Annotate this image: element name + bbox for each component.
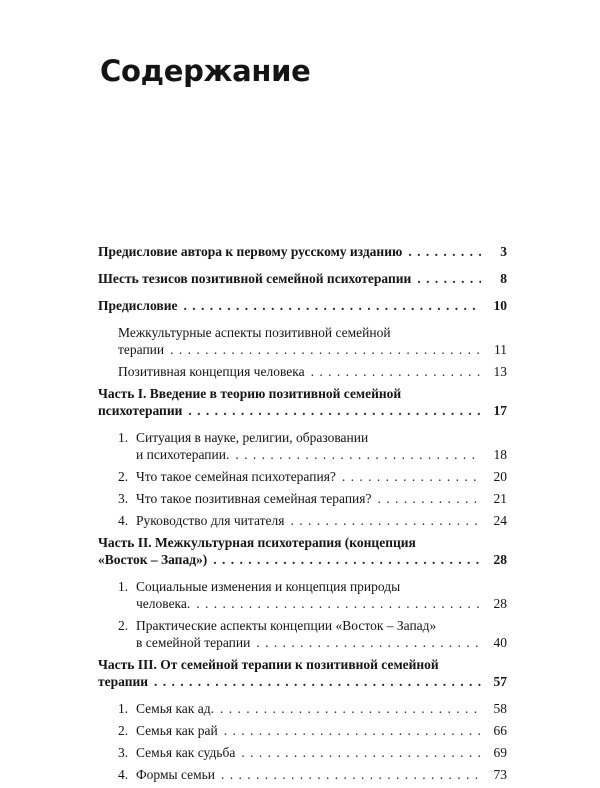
toc-entry-label: Семья как судьба (136, 745, 236, 760)
toc-line (118, 617, 507, 634)
toc-entry (98, 385, 507, 419)
toc-entry (98, 243, 507, 260)
page-number: 18 (493, 447, 507, 462)
page-number: 24 (493, 513, 507, 528)
page-number: 3 (500, 244, 507, 259)
toc-entry-label: Ситуация в науке, религии, образовании (136, 430, 369, 445)
toc-line (98, 270, 507, 287)
toc-entry-label: Предисловие автора к первому русскому изданию (98, 244, 403, 259)
dot-leader (213, 551, 481, 568)
toc-entry-text (98, 270, 411, 287)
toc-entry-text (118, 429, 368, 446)
toc-line (118, 363, 507, 380)
page-number: 69 (493, 745, 507, 760)
dot-leader (224, 722, 481, 739)
toc-line (118, 341, 507, 358)
toc-entry-text (98, 656, 439, 673)
toc-line (98, 656, 507, 673)
toc-entry-label: терапии (118, 342, 165, 357)
toc-entry-label: Практические аспекты концепции «Восток – Запад» (136, 618, 437, 633)
dot-leader (188, 402, 481, 419)
toc-subentry (98, 363, 507, 380)
dot-leader (342, 468, 481, 485)
toc-entry-text (118, 700, 214, 717)
toc-line (118, 744, 507, 761)
toc-line (118, 578, 507, 595)
dot-leader (183, 297, 481, 314)
toc-entry-label: Формы семьи (136, 767, 216, 782)
toc-entry-label: Социальные изменения и концепция природы (136, 579, 401, 594)
page-number: 66 (493, 723, 507, 738)
toc-entry-text (118, 617, 436, 634)
dot-leader (311, 363, 481, 380)
toc-line (98, 534, 507, 551)
toc-entry-text (98, 297, 177, 314)
toc-entry-text (118, 722, 218, 739)
toc-entry-number: 2. (118, 469, 129, 484)
toc-entry-text (118, 468, 336, 485)
toc-line (118, 722, 507, 739)
toc-entry-text (118, 363, 305, 380)
page-number: 58 (493, 701, 507, 716)
toc-subentry (98, 468, 507, 485)
toc-entry-label: Часть I. Введение в теорию позитивной семейной (98, 386, 402, 401)
page-number: 28 (493, 596, 507, 611)
dot-leader (154, 673, 481, 690)
toc-line (118, 512, 507, 529)
toc-entry (98, 297, 507, 314)
toc-subentry (98, 700, 507, 717)
toc-subentry (98, 512, 507, 529)
toc-line (98, 243, 507, 260)
toc-line (118, 468, 507, 485)
toc-entry-text (98, 402, 182, 419)
toc-entry-label: в семейной терапии (136, 635, 251, 650)
toc-entry-label: Предисловие (98, 298, 178, 313)
page-number: 8 (500, 271, 507, 286)
dot-leader (235, 446, 481, 463)
toc-entry-label: психотерапии (98, 403, 183, 418)
toc-line (118, 324, 507, 341)
toc-line (98, 551, 507, 568)
toc-line (98, 385, 507, 402)
toc-entry-number: 2. (118, 723, 129, 738)
page-title: Содержание (100, 54, 311, 88)
toc-entry-text (118, 341, 164, 358)
toc-line (98, 402, 507, 419)
toc-entry-text (118, 512, 284, 529)
toc-entry-label: Шесть тезисов позитивной семейной психотерапии (98, 271, 412, 286)
toc-subentry (98, 617, 507, 651)
toc-entry-text (118, 490, 371, 507)
toc-entry-label: Позитивная концепция человека (118, 364, 305, 379)
dot-leader (290, 512, 481, 529)
toc-entry-label: Часть II. Межкультурная психотерапия (концепция (98, 535, 416, 550)
toc-entry-text (118, 446, 229, 463)
page-number: 20 (493, 469, 507, 484)
dot-leader (196, 595, 481, 612)
toc-entry-number: 3. (118, 491, 129, 506)
dot-leader (220, 700, 481, 717)
toc-subentry (98, 429, 507, 463)
toc-line (118, 429, 507, 446)
toc-entry-label: человека. (136, 596, 191, 611)
dot-leader (241, 744, 481, 761)
toc-entry-label: терапии (98, 674, 149, 689)
toc-line (98, 673, 507, 690)
toc-line (118, 446, 507, 463)
toc-entry-number: 3. (118, 745, 129, 760)
toc-line (118, 595, 507, 612)
toc-entry-label: Межкультурные аспекты позитивной семейной (118, 325, 391, 340)
toc-entry-label: Семья как ад. (136, 701, 214, 716)
dot-leader (408, 243, 481, 260)
toc-entry-text (118, 578, 400, 595)
toc-entry-label: «Восток – Запад») (98, 552, 208, 567)
toc-entry-label: Что такое позитивная семейная терапия? (136, 491, 372, 506)
toc-line (118, 634, 507, 651)
toc-subentry (98, 490, 507, 507)
toc-entry-text (118, 324, 391, 341)
toc-entry-number: 1. (118, 430, 129, 445)
toc-entry-text (98, 243, 402, 260)
toc-entry-text (98, 534, 416, 551)
page-number: 10 (493, 298, 507, 313)
toc-line (118, 490, 507, 507)
toc-subentry (98, 744, 507, 761)
toc-subentry (98, 766, 507, 783)
toc-entry-text (98, 385, 401, 402)
page-number: 11 (494, 342, 507, 357)
toc-entry-label: Семья как рай (136, 723, 218, 738)
dot-leader (377, 490, 481, 507)
toc-line (118, 700, 507, 717)
toc-entry-text (118, 744, 235, 761)
page-number: 13 (493, 364, 507, 379)
toc-entry-text (118, 595, 190, 612)
toc-entry (98, 270, 507, 287)
dot-leader (256, 634, 481, 651)
dot-leader (221, 766, 481, 783)
toc-entry-number: 4. (118, 767, 129, 782)
toc-entry-number: 2. (118, 618, 129, 633)
dot-leader (417, 270, 481, 287)
toc-entry-number: 1. (118, 579, 129, 594)
toc-entry-label: и психотерапии. (136, 447, 230, 462)
toc-entry-text (118, 766, 215, 783)
toc-subentry (98, 324, 507, 358)
toc-entry-number: 1. (118, 701, 129, 716)
toc-entry-label: Часть III. От семейной терапии к позитивной семейной (98, 657, 439, 672)
page-number: 57 (493, 674, 507, 689)
page-number: 73 (493, 767, 507, 782)
page-number: 21 (493, 491, 507, 506)
toc-entry-text (98, 551, 207, 568)
page-number: 28 (493, 552, 507, 567)
toc-entry-label: Руководство для читателя (136, 513, 285, 528)
dot-leader (170, 341, 481, 358)
toc-entry-label: Что такое семейная психотерапия? (136, 469, 336, 484)
toc-line (118, 766, 507, 783)
page-number: 17 (493, 403, 507, 418)
toc-subentry (98, 578, 507, 612)
page-number: 40 (493, 635, 507, 650)
toc-entry (98, 656, 507, 690)
toc-entry (98, 534, 507, 568)
toc-line (98, 297, 507, 314)
toc-subentry (98, 722, 507, 739)
toc-entry-text (118, 634, 250, 651)
toc-entry-text (98, 673, 148, 690)
toc-entry-number: 4. (118, 513, 129, 528)
table-of-contents (98, 243, 507, 788)
